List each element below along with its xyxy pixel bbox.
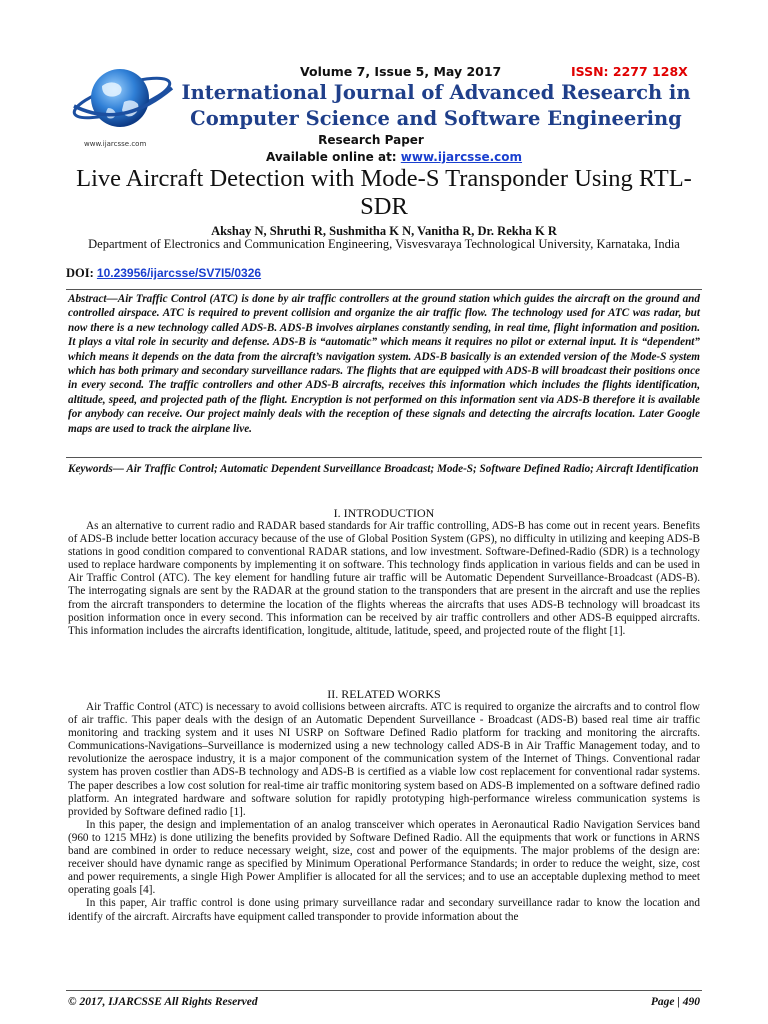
- journal-website-link[interactable]: www.ijarcsse.com: [400, 150, 523, 164]
- abstract: Abstract—Air Traffic Control (ATC) is done by air traffic controllers at the ground station which guides the aircraft on the ground and controlled airspace. ATC is required to prevent collision and organize the air traffic flow. The technology used for ATC was radar, but now there is a new technology called ADS-B. ADS-B involves airplanes constantly sending, in real time, flight information and position. It plays a vital role in security and defense. ADS-B is “automatic” which means it requires no pilot or external input. It is “dependent” which means it depends on the data from the aircraft’s navigation system. ADS-B basically is an extended version of the Mode-S system which has both primary and secondary surveillance radars. The flights that are equipped with ADS-B will broadcast their positions once in every second. The traffic controllers and other ADS-B aircrafts, receives this information which includes the flights identification, altitude, speed, and projected path of the flight. Encryption is not performed on this information sent via ADS-B therefore it is available for anybody can receive. Our project mainly deals with the reception of these signals and detecting the aircrafts location. Later Google maps are used to track the airplane live.: [68, 293, 700, 435]
- globe-logo-icon: [68, 58, 176, 154]
- copyright: © 2017, IJARCSSE All Rights Reserved: [68, 996, 258, 1008]
- section-heading-introduction: I. INTRODUCTION: [333, 506, 435, 520]
- section-body-introduction: [68, 520, 700, 638]
- paragraph: In this paper, the design and implementation of an analog transceiver which operates in Aeronautical Radio Navigation Services band (960 to 1215 MHz) is done utilizing the benefits provided by Software Defined Radio. All the equipments that work or functions in ARNS band are combined in order to reduce necessary weight, size, cost and power of the equipments. The major problems of the design are: receiver should have dynamic range as specified by Minimum Operational Performance Standards; in order to reduce the weight, size, cost and power requirements, a single High Power Amplifier is allocated for all the services; and to use an acceptable duplexing method to meet operating goals [4].: [68, 818, 700, 897]
- journal-title: International Journal of Advanced Research in Computer Science and Software Engineering: [181, 81, 691, 130]
- issue-info: Volume 7, Issue 5, May 2017: [300, 64, 502, 79]
- paragraph: Air Traffic Control (ATC) is necessary to avoid collisions between aircrafts. ATC is required to organize the aircrafts and to control flow of air traffic. This paper deals with the design of an Automatic Dependent Surveillance - Broadcast (ADS-B) based real time air traffic monitoring and tracking system and it uses NI USRP on Software Defined Radio platform for tracking and monitoring the aircrafts. Communications-Navigations–Surveillance is modernized using a new technology called ADS-B in Air Traffic Management today, and to revolutionize the aerospace industry, it is a major component of the communication system of the Internet of Things. Conventional radar system has proven costlier than ADS-B technology and ADS-B is certified as a viable low cost replacement for conventional radar systems. The paper describes a low cost solution for real-time air traffic monitoring system based on ADS-B implemented on a software defined radio platform. An integrated hardware and software solution for rapidly prototyping high-performance wireless communication systems is provided by Software defined radio [1].: [68, 701, 700, 818]
- abstract-top-rule: [66, 289, 702, 290]
- keywords: Keywords— Air Traffic Control; Automatic Dependent Surveillance Broadcast; Mode-S; Software Defined Radio; Aircraft Identification: [68, 463, 699, 475]
- section-heading-related-works: II. RELATED WORKS: [327, 687, 441, 701]
- paragraph: In this paper, Air traffic control is done using primary surveillance radar and secondary surveillance radar to know the location and identify of the aircraft. Aircrafts have equipment called transponder to provide information about the: [68, 897, 700, 923]
- issn: ISSN: 2277 128X: [571, 64, 688, 79]
- available-online: [176, 150, 612, 164]
- page-number: Page | 490: [650, 996, 700, 1008]
- section-body-related-works: [68, 701, 700, 924]
- doi-line: [66, 266, 261, 281]
- paper-type: Research Paper: [318, 133, 424, 147]
- available-label: Available online at:: [265, 150, 401, 164]
- affiliation: Department of Electronics and Communication Engineering, Visvesvaraya Technological University, Karnataka, India: [88, 237, 680, 251]
- paper-title: Live Aircraft Detection with Mode-S Transponder Using RTL-SDR: [76, 165, 692, 220]
- doi-link[interactable]: 10.23956/ijarcsse/SV7I5/0326: [96, 266, 262, 280]
- doi-label: DOI:: [66, 266, 97, 280]
- logo-caption: www.ijarcsse.com: [84, 140, 147, 148]
- abstract-bottom-rule: [66, 457, 702, 458]
- authors: Akshay N, Shruthi R, Sushmitha K N, Vanitha R, Dr. Rekha K R: [211, 224, 557, 238]
- paragraph: As an alternative to current radio and RADAR based standards for Air traffic controlling, ADS-B has come out in recent years. Benefits of ADS-B include better location accuracy because of the use of Global Position System (GPS), no difficulty in utilizing and keeping ADS-B stations in good condition compared to conventional RADAR stations, and low investment. Software-Defined-Radio (SDR) is a technology used to replace hardware components by implementing it on software. This technology finds application in various fields and can be used in Air Traffic Control (ATC). The key element for handling future air traffic will be Automatic Dependent Surveillance-Broadcast (ADS-B). The interrogating signals are sent by the RADAR at the ground station to the transponders that are present in the aircraft and use the replies from the aircraft transponders to determine the location of the flights whereas the aircrafts that uses ADS-B technology will broadcast its position information once in every second. This information can be received by air traffic controllers and other ADS-B equipped aircrafts. This information includes the aircrafts identification, longitude, altitude, latitude, speed, and projected route of the flight [1].: [68, 520, 700, 637]
- footer-rule: [66, 990, 702, 991]
